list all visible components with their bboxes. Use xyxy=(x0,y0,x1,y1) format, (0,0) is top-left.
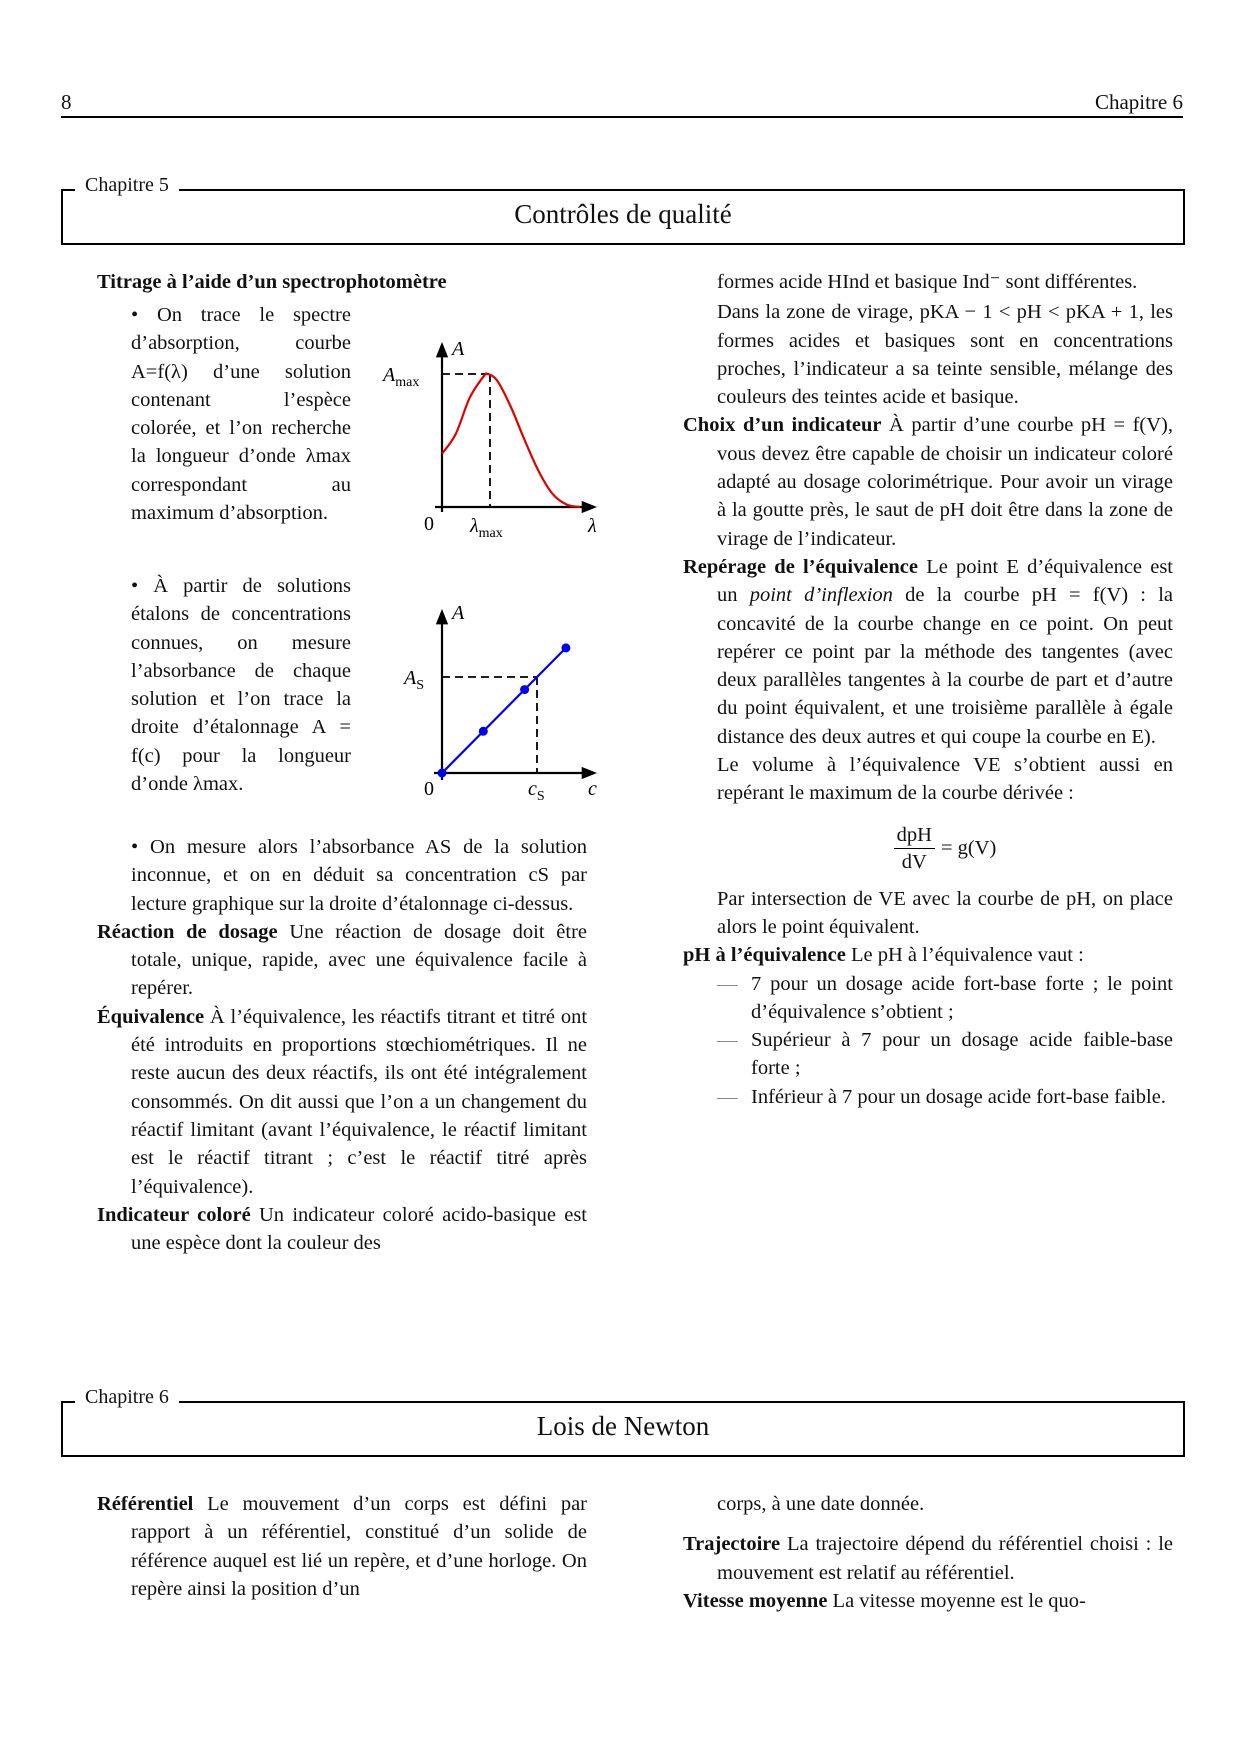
section-heading-titrage: Titrage à l’aide d’un spectrophotomètre xyxy=(97,271,447,293)
volume-equivalence: Le volume à l’équivalence VE s’obtient aussi en repérant le maximum de la courbe dérivée : xyxy=(717,754,1173,805)
bullet-mesure: • On mesure alors l’absorbance AS de la solution inconnue, et on en déduit sa concentration cS par lecture graphique sur la droite d’étalonnage ci-dessus. xyxy=(131,836,587,915)
chapter6-right-column xyxy=(683,1490,1173,1615)
term: Indicateur coloré xyxy=(97,1203,251,1226)
entry-equivalence: Équivalence À l’équivalence, les réactifs titrant et titré ont été introduits en proportions stœchiométriques. Il ne reste aucun des deux réactifs, ils ont été intégralement consommés. On dit aussi que l’on a un changement du réactif limitant (avant l’équivalence, le réactif limitant est le réactif titrant ; c’est le réactif titré après l’équivalence). xyxy=(97,1005,588,1198)
running-title: Chapitre 6 xyxy=(1094,90,1183,114)
spectrum-curve xyxy=(442,373,580,507)
formula-numerator: dpH xyxy=(894,822,935,849)
bullet-spectre: • On trace le spectre d’absorption, courbe A=f(λ) d’une solution contenant l’espèce colorée, et l’on recherche la longueur d’onde λmax correspondant au maximum d’absorption. xyxy=(131,304,351,525)
derivative-formula xyxy=(717,822,1173,875)
page-number: 8 xyxy=(61,90,72,114)
referentiel-continued: corps, à une date donnée. xyxy=(717,1493,925,1515)
origin-label: 0 xyxy=(424,778,434,800)
formula-rhs: = g(V) xyxy=(940,836,997,859)
chapter-label: Chapitre 6 xyxy=(75,1386,179,1409)
list-item: — 7 pour un dosage acide fort-base forte ; le point d’équivalence s’obtient ; xyxy=(717,972,1173,1023)
calibration-point xyxy=(479,727,488,736)
term: Référentiel xyxy=(97,1493,194,1515)
list-item: — Inférieur à 7 pour un dosage acide fort-base faible. xyxy=(717,1085,1166,1108)
chapter-title: Lois de Newton xyxy=(536,1411,710,1441)
formula-denominator: dV xyxy=(901,850,927,873)
zone-virage: Dans la zone de virage, pKA − 1 < pH < pKA + 1, les formes acides et basiques sont en concentrations proches, l’indicateur a sa teinte sensible, mélange des couleurs des teintes acide et basique. xyxy=(717,301,1173,409)
chapter-title: Contrôles de qualité xyxy=(514,199,732,229)
as-label: $A_S$ xyxy=(404,667,425,693)
term: pH à l’équivalence xyxy=(683,944,846,967)
calibration-point xyxy=(520,685,529,694)
entry-indicateur-colore: Indicateur coloré Un indicateur coloré acido-basique est une espèce dont la couleur des xyxy=(97,1203,587,1255)
origin-label: 0 xyxy=(424,513,434,535)
emphasis: point d’inflexion xyxy=(749,584,893,607)
chart-calibration-line xyxy=(370,595,610,805)
right-column xyxy=(683,268,1173,1111)
term: Réaction de dosage xyxy=(97,920,278,943)
chapter-6-heading xyxy=(61,1386,1185,1457)
cs-label: $c_S$ xyxy=(528,778,545,804)
y-axis-label: A xyxy=(452,602,465,624)
chart-absorption-spectrum xyxy=(370,330,610,545)
chapter-5-heading xyxy=(61,174,1185,245)
chapter6-left-column xyxy=(97,1490,587,1603)
entry-choix-indicateur: Choix d’un indicateur À partir d’une courbe pH = f(V), vous devez être capable de choisir un indicateur coloré adapté au dosage colorimétrique. Pour avoir un virage à la goutte près, le saut de pH doit être dans la zone de virage de l’indicateur. xyxy=(683,414,1173,550)
term: Équivalence xyxy=(97,1005,205,1028)
calibration-point xyxy=(438,769,447,778)
amax-label: $A_{max}$ xyxy=(383,364,420,390)
calibration-line xyxy=(442,648,566,773)
ph-cases-list xyxy=(683,970,1173,1111)
term: Choix d’un indicateur xyxy=(683,414,882,437)
x-axis-label: λ xyxy=(588,515,597,537)
entry-reaction-dosage: Réaction de dosage Une réaction de dosage doit être totale, unique, rapide, avec une équivalence facile à repérer. xyxy=(97,920,588,1000)
y-axis-label: A xyxy=(452,338,465,360)
term: Trajectoire xyxy=(683,1533,781,1556)
entry-reperage-equivalence: Repérage de l’équivalence Le point E d’équivalence est un point d’inflexion de la courbe pH = f(V) : la concavité de la courbe change en ce point. On peut repérer ce point par la méthode des tangentes (avec deux parallèles tangentes à la courbe de part et d’autre du point équivalent, et une troisième parallèle à égale distance des deux autres et qui coupe la courbe en E). xyxy=(683,555,1174,748)
page-header xyxy=(61,86,1183,118)
indicateur-continued xyxy=(683,268,1173,296)
list-item: — Supérieur à 7 pour un dosage acide faible-base forte ; xyxy=(717,1029,1173,1080)
term: Vitesse moyenne xyxy=(683,1589,828,1612)
paragraph-continuation: formes acide HInd et basique Ind⁻ sont différentes. xyxy=(717,271,1138,293)
entry-ph-equivalence: pH à l’équivalence Le pH à l’équivalence vaut : xyxy=(683,944,1084,967)
bullet-etalons: • À partir de solutions étalons de concentrations connues, on mesure l’absorbance de chaque solution et l’on trace la droite d’étalonnage A = f(c) pour la longueur d’onde λmax. xyxy=(131,575,351,796)
entry-vitesse-moyenne: Vitesse moyenne La vitesse moyenne est le quo- xyxy=(683,1589,1086,1612)
entry-referentiel: Référentiel Le mouvement d’un corps est défini par rapport à un référentiel, constitué d’un solide de référence auquel est lié un repère, et d’une horloge. On repère ainsi la position d’un xyxy=(97,1493,587,1600)
x-axis-label: c xyxy=(588,778,597,800)
left-column-lower xyxy=(97,833,587,1257)
chapter-label: Chapitre 5 xyxy=(75,174,179,197)
term: Repérage de l’équivalence xyxy=(683,555,918,578)
calibration-point xyxy=(561,643,570,652)
lambda-max-label: $\lambda_{max}$ xyxy=(470,515,503,541)
left-column xyxy=(97,268,587,296)
entry-trajectoire: Trajectoire La trajectoire dépend du référentiel choisi : le mouvement est relatif au référentiel. xyxy=(683,1533,1174,1584)
intersection-text: Par intersection de VE avec la courbe de pH, on place alors le point équivalent. xyxy=(717,887,1173,938)
